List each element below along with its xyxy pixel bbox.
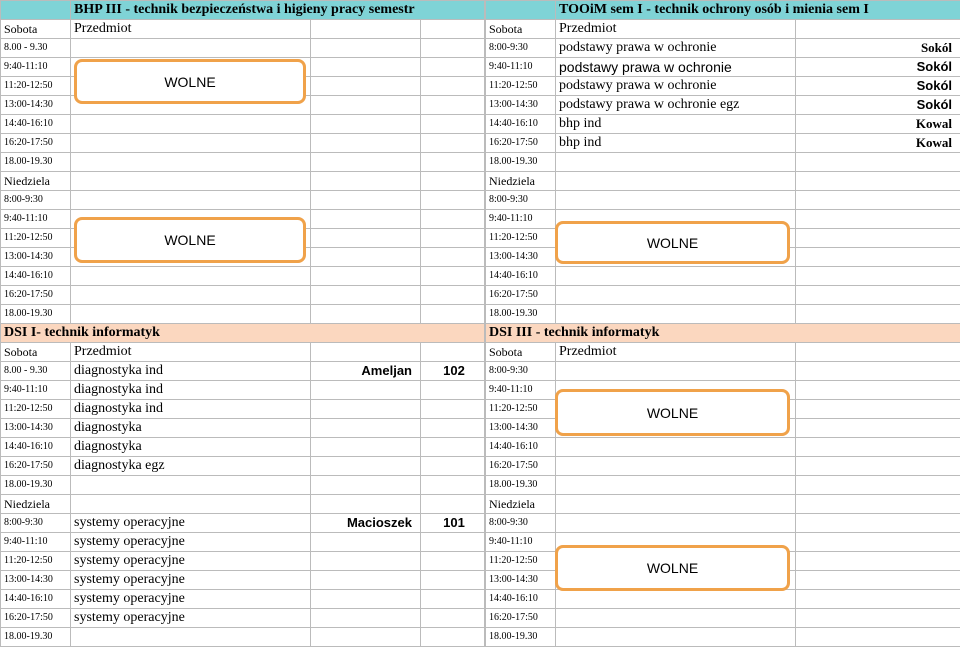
cell	[421, 571, 485, 590]
teacher-cell: Ameljan	[311, 362, 421, 381]
subject-cell: podstawy prawa w ochronie	[556, 77, 796, 96]
cell	[311, 77, 421, 96]
time-cell: 8.00 - 9.30	[1, 39, 71, 58]
header-row	[486, 20, 960, 39]
table-row	[1, 552, 485, 571]
cell	[311, 134, 421, 153]
time-cell: 18.00-19.30	[486, 153, 556, 172]
subject-cell: systemy operacyjne	[71, 552, 311, 571]
cell	[796, 248, 960, 267]
cell	[556, 286, 796, 305]
cell	[421, 286, 485, 305]
band-spacer	[1, 1, 71, 20]
cell	[421, 343, 485, 362]
cell	[311, 381, 421, 400]
table-row	[486, 476, 960, 495]
table-row	[1, 628, 485, 647]
cell	[421, 419, 485, 438]
cell	[421, 153, 485, 172]
cell	[71, 172, 311, 191]
table-row	[1, 419, 485, 438]
cell	[421, 229, 485, 248]
cell	[421, 248, 485, 267]
time-cell: 8:00-9:30	[1, 191, 71, 210]
time-cell: 16:20-17:50	[1, 609, 71, 628]
subject-cell: systemy operacyjne	[71, 514, 311, 533]
cell	[556, 438, 796, 457]
cell	[796, 172, 960, 191]
time-cell: 11:20-12:50	[1, 400, 71, 419]
cell	[796, 628, 960, 647]
time-cell: 14:40-16:10	[486, 267, 556, 286]
cell	[796, 438, 960, 457]
table-row	[1, 438, 485, 457]
cell	[71, 115, 311, 134]
cell	[421, 267, 485, 286]
teacher-cell: Kowal	[796, 115, 960, 134]
cell	[556, 495, 796, 514]
time-cell: 8:00-9:30	[1, 514, 71, 533]
header-row	[1, 495, 485, 514]
przedmiot-label: Przedmiot	[71, 20, 311, 39]
cell	[311, 58, 421, 77]
cell	[311, 172, 421, 191]
cell	[796, 210, 960, 229]
wolne-box-bhp-saturday: WOLNE	[74, 59, 306, 104]
time-cell: 14:40-16:10	[486, 115, 556, 134]
subject-cell: diagnostyka egz	[71, 457, 311, 476]
niedziela-label: Niedziela	[1, 495, 71, 514]
time-cell: 11:20-12:50	[486, 400, 556, 419]
time-cell: 13:00-14:30	[1, 419, 71, 438]
cell	[556, 514, 796, 533]
table-row	[1, 134, 485, 153]
dsi1-title: DSI I- technik informatyk	[1, 324, 485, 343]
time-cell: 8:00-9:30	[486, 191, 556, 210]
table-row	[1, 39, 485, 58]
wolne-box-dsi3-sunday: WOLNE	[555, 545, 790, 591]
cell	[556, 457, 796, 476]
cell	[311, 305, 421, 324]
wolne-box-tooim-sunday: WOLNE	[555, 221, 790, 264]
time-cell: 14:40-16:10	[1, 267, 71, 286]
sobota-label: Sobota	[1, 343, 71, 362]
table-row	[486, 457, 960, 476]
cell	[421, 590, 485, 609]
time-cell: 9:40-11:10	[486, 210, 556, 229]
cell	[796, 20, 960, 39]
cell	[796, 609, 960, 628]
time-cell: 14:40-16:10	[1, 115, 71, 134]
cell	[311, 191, 421, 210]
cell	[421, 58, 485, 77]
time-cell: 16:20-17:50	[486, 457, 556, 476]
table-row	[486, 305, 960, 324]
cell	[421, 172, 485, 191]
time-cell: 8.00 - 9.30	[1, 362, 71, 381]
time-cell: 8:00-9:30	[486, 514, 556, 533]
time-cell: 11:20-12:50	[486, 229, 556, 248]
time-cell: 13:00-14:30	[1, 248, 71, 267]
cell	[796, 571, 960, 590]
cell	[311, 495, 421, 514]
table-row	[1, 305, 485, 324]
cell	[71, 305, 311, 324]
header-row	[486, 172, 960, 191]
cell	[311, 609, 421, 628]
table-row	[1, 286, 485, 305]
time-cell: 11:20-12:50	[1, 77, 71, 96]
time-cell: 14:40-16:10	[486, 590, 556, 609]
table-row	[486, 39, 960, 58]
table-row	[486, 286, 960, 305]
cell	[556, 362, 796, 381]
header-row	[1, 343, 485, 362]
table-row	[486, 153, 960, 172]
cell	[796, 229, 960, 248]
table-row	[1, 476, 485, 495]
cell	[421, 115, 485, 134]
time-cell: 18.00-19.30	[1, 476, 71, 495]
cell	[311, 210, 421, 229]
cell	[796, 590, 960, 609]
cell	[796, 305, 960, 324]
cell	[421, 609, 485, 628]
time-cell: 9:40-11:10	[1, 58, 71, 77]
cell	[796, 533, 960, 552]
table-row	[1, 533, 485, 552]
cell	[421, 191, 485, 210]
table-row	[1, 115, 485, 134]
cell	[71, 134, 311, 153]
cell	[311, 400, 421, 419]
cell	[311, 96, 421, 115]
table-row	[1, 400, 485, 419]
cell	[421, 533, 485, 552]
wolne-box-dsi3-saturday: WOLNE	[555, 389, 790, 436]
cell	[421, 552, 485, 571]
header-row	[1, 20, 485, 39]
cell	[311, 267, 421, 286]
teacher-cell	[796, 153, 960, 172]
cell	[421, 457, 485, 476]
band-spacer	[486, 1, 556, 20]
cell	[421, 495, 485, 514]
cell	[311, 552, 421, 571]
table-row	[486, 438, 960, 457]
cell	[556, 191, 796, 210]
time-cell: 16:20-17:50	[1, 286, 71, 305]
time-cell: 18.00-19.30	[486, 305, 556, 324]
sobota-label: Sobota	[1, 20, 71, 39]
cell	[556, 590, 796, 609]
time-cell: 8:00-9:30	[486, 39, 556, 58]
cell	[556, 628, 796, 647]
wolne-box-bhp-sunday: WOLNE	[74, 217, 306, 263]
table-row	[486, 115, 960, 134]
cell	[556, 267, 796, 286]
time-cell: 13:00-14:30	[1, 571, 71, 590]
cell	[421, 476, 485, 495]
table-row	[1, 381, 485, 400]
niedziela-label: Niedziela	[486, 495, 556, 514]
subject-cell: diagnostyka	[71, 419, 311, 438]
cell	[421, 20, 485, 39]
teacher-cell: Sokól	[796, 39, 960, 58]
subject-cell	[71, 476, 311, 495]
time-cell: 13:00-14:30	[486, 248, 556, 267]
subject-cell: podstawy prawa w ochronie egz	[556, 96, 796, 115]
table-row	[486, 514, 960, 533]
cell	[311, 115, 421, 134]
cell	[311, 571, 421, 590]
cell	[421, 210, 485, 229]
dsi3-title: DSI III - technik informatyk	[486, 324, 960, 343]
przedmiot-label: Przedmiot	[556, 20, 796, 39]
time-cell: 14:40-16:10	[486, 438, 556, 457]
subject-cell: systemy operacyjne	[71, 533, 311, 552]
time-cell: 11:20-12:50	[486, 77, 556, 96]
time-cell: 18.00-19.30	[486, 476, 556, 495]
time-cell: 14:40-16:10	[1, 438, 71, 457]
table-row	[1, 514, 485, 533]
table-row	[486, 58, 960, 77]
niedziela-label: Niedziela	[1, 172, 71, 191]
cell	[796, 381, 960, 400]
time-cell: 16:20-17:50	[486, 286, 556, 305]
room-cell: 101	[421, 514, 485, 533]
table-row	[486, 362, 960, 381]
subject-cell: systemy operacyjne	[71, 609, 311, 628]
cell	[311, 229, 421, 248]
table-row	[486, 134, 960, 153]
time-cell: 13:00-14:30	[1, 96, 71, 115]
cell	[796, 362, 960, 381]
section-title-row	[1, 1, 485, 20]
subject-cell: diagnostyka ind	[71, 381, 311, 400]
time-cell: 18.00-19.30	[1, 628, 71, 647]
time-cell: 16:20-17:50	[486, 134, 556, 153]
subject-cell	[71, 628, 311, 647]
cell	[311, 248, 421, 267]
cell	[311, 419, 421, 438]
cell	[71, 267, 311, 286]
subject-cell: systemy operacyjne	[71, 571, 311, 590]
time-cell: 18.00-19.30	[1, 305, 71, 324]
subject-cell: systemy operacyjne	[71, 590, 311, 609]
time-cell: 9:40-11:10	[486, 381, 556, 400]
teacher-cell: Kowal	[796, 134, 960, 153]
subject-cell: podstawy prawa w ochronie	[556, 58, 796, 77]
cell	[421, 628, 485, 647]
cell	[796, 267, 960, 286]
cell	[71, 39, 311, 58]
time-cell: 13:00-14:30	[486, 571, 556, 590]
cell	[556, 609, 796, 628]
subject-cell: diagnostyka ind	[71, 400, 311, 419]
cell	[796, 476, 960, 495]
cell	[311, 533, 421, 552]
cell	[556, 476, 796, 495]
table-row	[1, 590, 485, 609]
cell	[71, 191, 311, 210]
cell	[796, 343, 960, 362]
time-cell: 18.00-19.30	[1, 153, 71, 172]
header-row	[486, 495, 960, 514]
subject-cell: bhp ind	[556, 134, 796, 153]
przedmiot-label: Przedmiot	[71, 343, 311, 362]
sobota-label: Sobota	[486, 20, 556, 39]
section-title-row	[486, 1, 960, 20]
subject-cell: diagnostyka	[71, 438, 311, 457]
table-row	[486, 628, 960, 647]
time-cell: 16:20-17:50	[1, 134, 71, 153]
table-row	[486, 267, 960, 286]
table-row	[1, 267, 485, 286]
time-cell: 11:20-12:50	[1, 229, 71, 248]
cell	[421, 39, 485, 58]
cell	[311, 286, 421, 305]
cell	[796, 457, 960, 476]
cell	[311, 438, 421, 457]
time-cell: 9:40-11:10	[486, 58, 556, 77]
table-row	[1, 362, 485, 381]
time-cell: 11:20-12:50	[1, 552, 71, 571]
cell	[71, 286, 311, 305]
cell	[421, 134, 485, 153]
teacher-cell: Macioszek	[311, 514, 421, 533]
przedmiot-label: Przedmiot	[556, 343, 796, 362]
header-row	[1, 172, 485, 191]
teacher-cell: Sokól	[796, 58, 960, 77]
table-row	[486, 590, 960, 609]
table-row	[1, 571, 485, 590]
cell	[556, 305, 796, 324]
teacher-cell: Sokól	[796, 96, 960, 115]
cell	[311, 476, 421, 495]
table-row	[486, 191, 960, 210]
cell	[796, 514, 960, 533]
cell	[311, 590, 421, 609]
time-cell: 13:00-14:30	[486, 419, 556, 438]
teacher-cell: Sokól	[796, 77, 960, 96]
cell	[796, 495, 960, 514]
cell	[421, 305, 485, 324]
time-cell: 13:00-14:30	[486, 96, 556, 115]
cell	[311, 628, 421, 647]
cell	[421, 381, 485, 400]
time-cell: 9:40-11:10	[486, 533, 556, 552]
table-row	[1, 191, 485, 210]
time-cell: 14:40-16:10	[1, 590, 71, 609]
cell	[421, 77, 485, 96]
sobota-label: Sobota	[486, 343, 556, 362]
table-row	[486, 96, 960, 115]
subject-cell: diagnostyka ind	[71, 362, 311, 381]
cell	[311, 153, 421, 172]
cell	[421, 96, 485, 115]
cell	[311, 39, 421, 58]
bhp-title: BHP III - technik bezpieczeństwa i higieny pracy semestr	[71, 1, 485, 20]
cell	[311, 457, 421, 476]
time-cell: 9:40-11:10	[1, 381, 71, 400]
cell	[796, 419, 960, 438]
time-cell: 11:20-12:50	[486, 552, 556, 571]
time-cell: 9:40-11:10	[1, 210, 71, 229]
header-row	[486, 343, 960, 362]
cell	[796, 400, 960, 419]
subject-cell: bhp ind	[556, 115, 796, 134]
table-row	[1, 609, 485, 628]
room-cell: 102	[421, 362, 485, 381]
subject-cell	[556, 153, 796, 172]
table-row	[486, 609, 960, 628]
time-cell: 16:20-17:50	[486, 609, 556, 628]
tooim-title: TOOiM sem I - technik ochrony osób i mienia sem I	[556, 1, 960, 20]
section-title-row	[486, 324, 960, 343]
time-cell: 9:40-11:10	[1, 533, 71, 552]
cell	[311, 343, 421, 362]
cell	[556, 172, 796, 191]
subject-cell: podstawy prawa w ochronie	[556, 39, 796, 58]
time-cell: 8:00-9:30	[486, 362, 556, 381]
table-row	[1, 153, 485, 172]
table-row	[486, 77, 960, 96]
table-row	[1, 457, 485, 476]
section-title-row	[1, 324, 485, 343]
niedziela-label: Niedziela	[486, 172, 556, 191]
cell	[311, 20, 421, 39]
cell	[796, 191, 960, 210]
time-cell: 18.00-19.30	[486, 628, 556, 647]
time-cell: 16:20-17:50	[1, 457, 71, 476]
cell	[796, 286, 960, 305]
cell	[421, 400, 485, 419]
cell	[421, 438, 485, 457]
cell	[71, 153, 311, 172]
cell	[71, 495, 311, 514]
cell	[796, 552, 960, 571]
